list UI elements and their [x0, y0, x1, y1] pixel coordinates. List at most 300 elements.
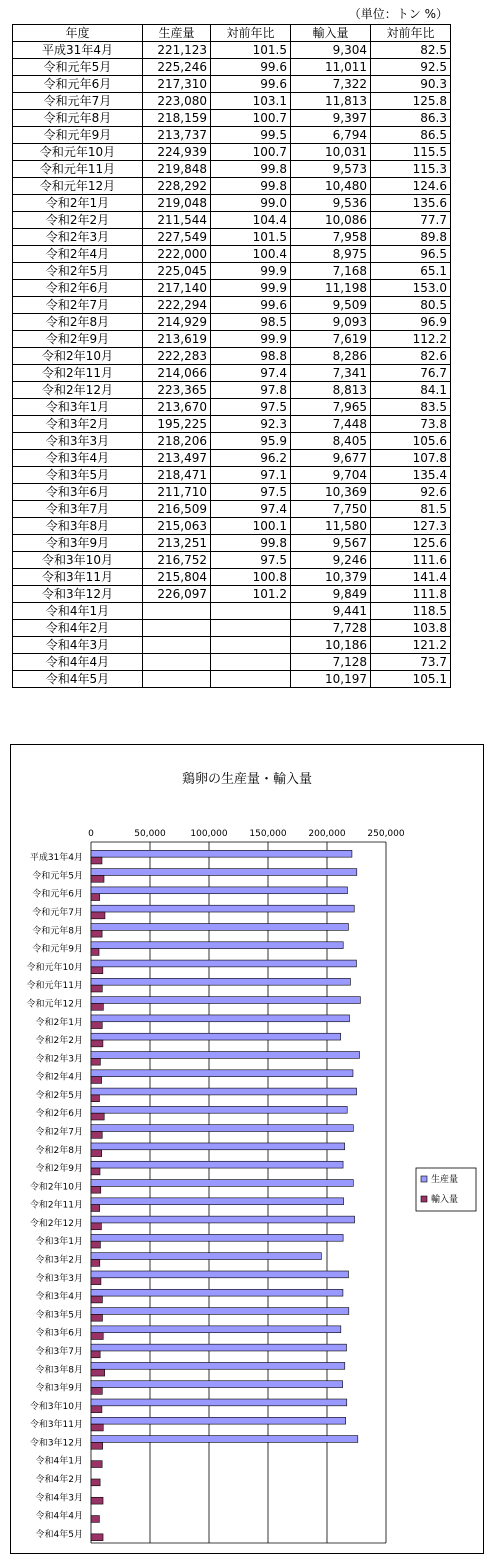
cell-import: 10,369: [291, 484, 371, 501]
cell-import-yoy: 118.5: [371, 603, 451, 620]
cell-import-yoy: 86.5: [371, 127, 451, 144]
chart-legend: [416, 1168, 476, 1211]
category-label: 令和元年9月: [32, 944, 83, 955]
table-row: [13, 569, 451, 586]
table-row: [13, 263, 451, 280]
header-production: 生産量: [143, 25, 211, 42]
cell-production-yoy: 97.5: [211, 552, 291, 569]
cell-import: 9,304: [291, 42, 371, 59]
category-label: 令和2年3月: [35, 1054, 83, 1065]
bar-production: [91, 924, 348, 931]
cell-production-yoy: 99.9: [211, 331, 291, 348]
cell-import: 11,198: [291, 280, 371, 297]
table-row: [13, 620, 451, 637]
cell-period: 令和3年6月: [13, 484, 143, 501]
bar-production: [91, 1381, 343, 1388]
cell-production-yoy: 98.8: [211, 348, 291, 365]
category-label: 令和3年7月: [35, 1346, 83, 1357]
bar-production: [91, 850, 352, 857]
cell-import-yoy: 111.6: [371, 552, 451, 569]
table-row: [13, 42, 451, 59]
x-tick-label: 200,000: [308, 829, 346, 839]
cell-import: 9,573: [291, 161, 371, 178]
header-period: 年度: [13, 25, 143, 42]
cell-import-yoy: 83.5: [371, 399, 451, 416]
cell-production: 224,939: [143, 144, 211, 161]
cell-import: 7,168: [291, 263, 371, 280]
cell-production: 225,045: [143, 263, 211, 280]
cell-production: 213,251: [143, 535, 211, 552]
category-label: 令和元年8月: [32, 926, 83, 937]
cell-period: 令和2年11月: [13, 365, 143, 382]
cell-import-yoy: 153.0: [371, 280, 451, 297]
category-label: 令和3年5月: [35, 1310, 83, 1321]
cell-production: 223,080: [143, 93, 211, 110]
cell-production-yoy: 100.8: [211, 569, 291, 586]
bar-import: [91, 1369, 105, 1376]
cell-import: 7,341: [291, 365, 371, 382]
bar-production: [91, 1362, 345, 1369]
cell-import-yoy: 96.5: [371, 246, 451, 263]
cell-production-yoy: 97.8: [211, 382, 291, 399]
cell-import: 10,197: [291, 671, 371, 688]
cell-import-yoy: 82.5: [371, 42, 451, 59]
cell-period: 令和3年12月: [13, 586, 143, 603]
cell-import: 7,750: [291, 501, 371, 518]
bar-import: [91, 967, 103, 974]
cell-import: 6,794: [291, 127, 371, 144]
cell-production-yoy: 99.8: [211, 161, 291, 178]
table-body: [13, 42, 451, 688]
data-table: [12, 24, 451, 688]
cell-import: 7,728: [291, 620, 371, 637]
bar-import: [91, 930, 102, 937]
cell-production-yoy: 99.6: [211, 297, 291, 314]
cell-import: 7,958: [291, 229, 371, 246]
table-row: [13, 603, 451, 620]
cell-period: 令和4年1月: [13, 603, 143, 620]
table-row: [13, 331, 451, 348]
table-row: [13, 450, 451, 467]
category-label: 令和2年4月: [35, 1072, 83, 1083]
cell-period: 令和2年5月: [13, 263, 143, 280]
bar-production: [91, 1234, 343, 1241]
cell-production-yoy: 100.7: [211, 110, 291, 127]
cell-period: 令和3年10月: [13, 552, 143, 569]
cell-production: 218,159: [143, 110, 211, 127]
table-row: [13, 195, 451, 212]
cell-production: 213,619: [143, 331, 211, 348]
table-row: [13, 399, 451, 416]
cell-production: 218,206: [143, 433, 211, 450]
bar-import: [91, 1516, 99, 1523]
table-row: [13, 484, 451, 501]
bar-import: [91, 1095, 99, 1102]
bar-import: [91, 875, 104, 882]
category-label: 令和2年6月: [35, 1109, 83, 1120]
cell-import: 8,286: [291, 348, 371, 365]
cell-production-yoy: 97.1: [211, 467, 291, 484]
cell-period: 令和2年10月: [13, 348, 143, 365]
legend-swatch: [421, 1196, 427, 1202]
table-row: [13, 280, 451, 297]
cell-period: 令和元年7月: [13, 93, 143, 110]
bar-import: [91, 1113, 104, 1120]
bar-import: [91, 1022, 102, 1029]
bar-production: [91, 1161, 343, 1168]
cell-period: 平成31年4月: [13, 42, 143, 59]
bar-production: [91, 887, 347, 894]
cell-import: 10,031: [291, 144, 371, 161]
cell-period: 令和3年4月: [13, 450, 143, 467]
cell-production: 216,752: [143, 552, 211, 569]
bar-production: [91, 905, 354, 912]
cell-production-yoy: 97.4: [211, 501, 291, 518]
cell-period: 令和元年9月: [13, 127, 143, 144]
category-label: 令和2年9月: [35, 1164, 83, 1175]
cell-production: [143, 637, 211, 654]
cell-import: 11,580: [291, 518, 371, 535]
bar-import: [91, 1205, 100, 1212]
category-label: 令和2年8月: [35, 1145, 83, 1156]
cell-import-yoy: 105.1: [371, 671, 451, 688]
cell-period: 令和3年2月: [13, 416, 143, 433]
bar-production: [91, 997, 360, 1004]
table-row: [13, 229, 451, 246]
category-label: 令和3年6月: [35, 1328, 83, 1339]
cell-period: 令和3年8月: [13, 518, 143, 535]
cell-import-yoy: 111.8: [371, 586, 451, 603]
cell-production-yoy: 99.9: [211, 263, 291, 280]
cell-period: 令和2年7月: [13, 297, 143, 314]
table-row: [13, 365, 451, 382]
category-label: 令和3年11月: [29, 1420, 83, 1431]
bar-import: [91, 1168, 100, 1175]
bar-import: [91, 1040, 103, 1047]
cell-import: 9,441: [291, 603, 371, 620]
category-label: 令和3年8月: [35, 1365, 83, 1376]
cell-import-yoy: 115.5: [371, 144, 451, 161]
cell-period: 令和元年10月: [13, 144, 143, 161]
bar-production: [91, 1088, 357, 1095]
cell-production-yoy: [211, 620, 291, 637]
bar-production: [91, 1344, 346, 1351]
table-row: [13, 93, 451, 110]
table-row: [13, 178, 451, 195]
bar-import: [91, 1003, 103, 1010]
category-label: 令和3年2月: [35, 1255, 83, 1266]
cell-production-yoy: 99.5: [211, 127, 291, 144]
cell-period: 令和2年8月: [13, 314, 143, 331]
table-row: [13, 59, 451, 76]
legend-swatch: [421, 1176, 427, 1182]
bar-import: [91, 894, 100, 901]
bar-production: [91, 978, 350, 985]
cell-import-yoy: 135.6: [371, 195, 451, 212]
cell-period: 令和元年6月: [13, 76, 143, 93]
cell-import-yoy: 84.1: [371, 382, 451, 399]
table-row: [13, 297, 451, 314]
cell-import: 9,567: [291, 535, 371, 552]
bar-import: [91, 1333, 103, 1340]
cell-period: 令和3年3月: [13, 433, 143, 450]
bar-production: [91, 1271, 348, 1278]
bar-production: [91, 1216, 355, 1223]
category-label: 令和4年3月: [35, 1493, 83, 1504]
cell-period: 令和3年9月: [13, 535, 143, 552]
cell-production: [143, 620, 211, 637]
table-row: [13, 433, 451, 450]
cell-import: 9,509: [291, 297, 371, 314]
cell-production-yoy: 99.9: [211, 280, 291, 297]
cell-period: 令和4年4月: [13, 654, 143, 671]
cell-production: 225,246: [143, 59, 211, 76]
cell-import-yoy: 86.3: [371, 110, 451, 127]
table-row: [13, 348, 451, 365]
cell-period: 令和2年4月: [13, 246, 143, 263]
cell-import-yoy: 135.4: [371, 467, 451, 484]
table-row: [13, 76, 451, 93]
cell-period: 令和2年9月: [13, 331, 143, 348]
cell-period: 令和元年11月: [13, 161, 143, 178]
table-row: [13, 110, 451, 127]
cell-production-yoy: 97.5: [211, 484, 291, 501]
cell-import: 8,813: [291, 382, 371, 399]
bar-import: [91, 1186, 101, 1193]
cell-production: 216,509: [143, 501, 211, 518]
bar-production: [91, 1253, 321, 1260]
x-tick-label: 100,000: [190, 829, 228, 839]
bar-import: [91, 1442, 103, 1449]
cell-production-yoy: [211, 654, 291, 671]
cell-production: 213,737: [143, 127, 211, 144]
x-tick-label: 150,000: [249, 829, 287, 839]
category-label: 令和元年12月: [26, 999, 83, 1010]
cell-period: 令和元年8月: [13, 110, 143, 127]
category-label: 令和2年7月: [35, 1127, 83, 1138]
cell-import-yoy: 73.8: [371, 416, 451, 433]
category-label: 令和3年12月: [29, 1438, 83, 1449]
bar-production: [91, 1125, 353, 1132]
bar-production: [91, 1070, 353, 1077]
category-label: 令和3年4月: [35, 1292, 83, 1303]
cell-production: 222,000: [143, 246, 211, 263]
cell-period: 令和2年1月: [13, 195, 143, 212]
cell-production-yoy: 98.5: [211, 314, 291, 331]
x-tick-label: 50,000: [134, 829, 166, 839]
category-label: 令和4年4月: [35, 1511, 83, 1522]
header-import-yoy: 対前年比: [371, 25, 451, 42]
bar-import: [91, 1278, 101, 1285]
category-label: 令和2年12月: [29, 1218, 83, 1229]
category-label: 令和2年1月: [35, 1017, 83, 1028]
cell-production-yoy: 100.1: [211, 518, 291, 535]
cell-production: 226,097: [143, 586, 211, 603]
cell-import-yoy: 124.6: [371, 178, 451, 195]
cell-production: 215,804: [143, 569, 211, 586]
bar-production: [91, 1308, 349, 1315]
table-row: [13, 467, 451, 484]
cell-production-yoy: 99.8: [211, 535, 291, 552]
bar-import: [91, 1150, 102, 1157]
chart-title: 鶏卵の生産量・輸入量: [181, 772, 313, 787]
unit-label: （単位：トン %）: [348, 7, 448, 21]
cell-production: 227,549: [143, 229, 211, 246]
cell-production: 221,123: [143, 42, 211, 59]
category-label: 令和3年9月: [35, 1383, 83, 1394]
category-label: 令和4年5月: [35, 1529, 83, 1540]
bar-import: [91, 1077, 102, 1084]
bar-production: [91, 1198, 344, 1205]
cell-production: 219,048: [143, 195, 211, 212]
x-tick-label: 250,000: [367, 829, 405, 839]
chart-area: [10, 744, 484, 1554]
cell-period: 令和2年12月: [13, 382, 143, 399]
category-label: 令和2年5月: [35, 1090, 83, 1101]
cell-import-yoy: 76.7: [371, 365, 451, 382]
table-row: [13, 161, 451, 178]
cell-import: 11,011: [291, 59, 371, 76]
cell-period: 令和4年3月: [13, 637, 143, 654]
cell-production: 213,497: [143, 450, 211, 467]
cell-import: 10,086: [291, 212, 371, 229]
category-label: 令和2年11月: [29, 1200, 83, 1211]
category-label: 令和元年10月: [26, 962, 83, 973]
table-row: [13, 654, 451, 671]
cell-import: 7,965: [291, 399, 371, 416]
cell-import-yoy: 115.3: [371, 161, 451, 178]
cell-production: 195,225: [143, 416, 211, 433]
bar-import: [91, 912, 105, 919]
cell-production-yoy: 97.5: [211, 399, 291, 416]
bar-production: [91, 1033, 341, 1040]
bar-production: [91, 1106, 347, 1113]
bar-import: [91, 1223, 101, 1230]
cell-period: 令和2年6月: [13, 280, 143, 297]
cell-production-yoy: 92.3: [211, 416, 291, 433]
cell-import-yoy: 105.6: [371, 433, 451, 450]
cell-period: 令和2年3月: [13, 229, 143, 246]
cell-import-yoy: 125.8: [371, 93, 451, 110]
cell-production: 218,471: [143, 467, 211, 484]
cell-import-yoy: 77.7: [371, 212, 451, 229]
table-row: [13, 586, 451, 603]
table-row: [13, 382, 451, 399]
table-row: [13, 552, 451, 569]
cell-import-yoy: 112.2: [371, 331, 451, 348]
category-label: 令和元年11月: [26, 981, 83, 992]
cell-production: 223,365: [143, 382, 211, 399]
cell-production: [143, 603, 211, 620]
cell-production: 219,848: [143, 161, 211, 178]
cell-production-yoy: 101.5: [211, 229, 291, 246]
cell-production-yoy: [211, 637, 291, 654]
bar-import: [91, 1058, 100, 1065]
cell-production-yoy: 100.7: [211, 144, 291, 161]
bar-import: [91, 1424, 103, 1431]
cell-production-yoy: [211, 671, 291, 688]
bar-import: [91, 1351, 100, 1358]
bar-import: [91, 857, 102, 864]
cell-production-yoy: 95.9: [211, 433, 291, 450]
legend-label: 生産量: [431, 1175, 459, 1185]
cell-period: 令和3年11月: [13, 569, 143, 586]
cell-production-yoy: 96.2: [211, 450, 291, 467]
cell-period: 令和4年2月: [13, 620, 143, 637]
cell-production: 228,292: [143, 178, 211, 195]
bar-import: [91, 949, 99, 956]
cell-import-yoy: 82.6: [371, 348, 451, 365]
bar-production: [91, 960, 356, 967]
cell-period: 令和2年2月: [13, 212, 143, 229]
cell-import-yoy: 73.7: [371, 654, 451, 671]
bar-import: [91, 1534, 103, 1541]
cell-import: 9,397: [291, 110, 371, 127]
category-label: 令和元年6月: [32, 889, 83, 900]
bar-import: [91, 1497, 103, 1504]
bar-production: [91, 1289, 343, 1296]
cell-production-yoy: 99.0: [211, 195, 291, 212]
bar-production: [91, 942, 343, 949]
cell-production: 215,063: [143, 518, 211, 535]
cell-import: 10,480: [291, 178, 371, 195]
cell-import: 7,619: [291, 331, 371, 348]
cell-production-yoy: 104.4: [211, 212, 291, 229]
cell-production-yoy: 99.6: [211, 59, 291, 76]
cell-import-yoy: 92.5: [371, 59, 451, 76]
category-label: 平成31年4月: [29, 853, 83, 864]
cell-import-yoy: 96.9: [371, 314, 451, 331]
cell-import: 9,677: [291, 450, 371, 467]
bar-production: [91, 1180, 353, 1187]
bar-import: [91, 1131, 102, 1138]
table-row: [13, 637, 451, 654]
cell-import-yoy: 125.6: [371, 535, 451, 552]
cell-import-yoy: 141.4: [371, 569, 451, 586]
header-import: 輸入量: [291, 25, 371, 42]
cell-import: 11,813: [291, 93, 371, 110]
cell-production-yoy: 101.5: [211, 42, 291, 59]
x-axis-ticks: [88, 829, 405, 839]
cell-import: 9,093: [291, 314, 371, 331]
cell-import: 9,849: [291, 586, 371, 603]
category-label: 令和元年5月: [32, 871, 83, 882]
table-row: [13, 212, 451, 229]
cell-production: 222,294: [143, 297, 211, 314]
cell-period: 令和3年5月: [13, 467, 143, 484]
bar-import: [91, 1314, 102, 1321]
cell-period: 令和元年12月: [13, 178, 143, 195]
cell-import: 7,448: [291, 416, 371, 433]
table-row: [13, 535, 451, 552]
cell-production: 214,929: [143, 314, 211, 331]
cell-import-yoy: 92.6: [371, 484, 451, 501]
cell-production: 217,310: [143, 76, 211, 93]
header-production-yoy: 対前年比: [211, 25, 291, 42]
table-header-row: [13, 25, 451, 42]
table-row: [13, 314, 451, 331]
cell-production: 214,066: [143, 365, 211, 382]
table-row: [13, 416, 451, 433]
category-label: 令和元年7月: [32, 908, 83, 919]
cell-import-yoy: 80.5: [371, 297, 451, 314]
cell-import: 10,186: [291, 637, 371, 654]
bar-production: [91, 1436, 358, 1443]
category-label: 令和4年2月: [35, 1474, 83, 1485]
bar-import: [91, 985, 102, 992]
bar-production: [91, 1052, 360, 1059]
cell-import-yoy: 103.8: [371, 620, 451, 637]
